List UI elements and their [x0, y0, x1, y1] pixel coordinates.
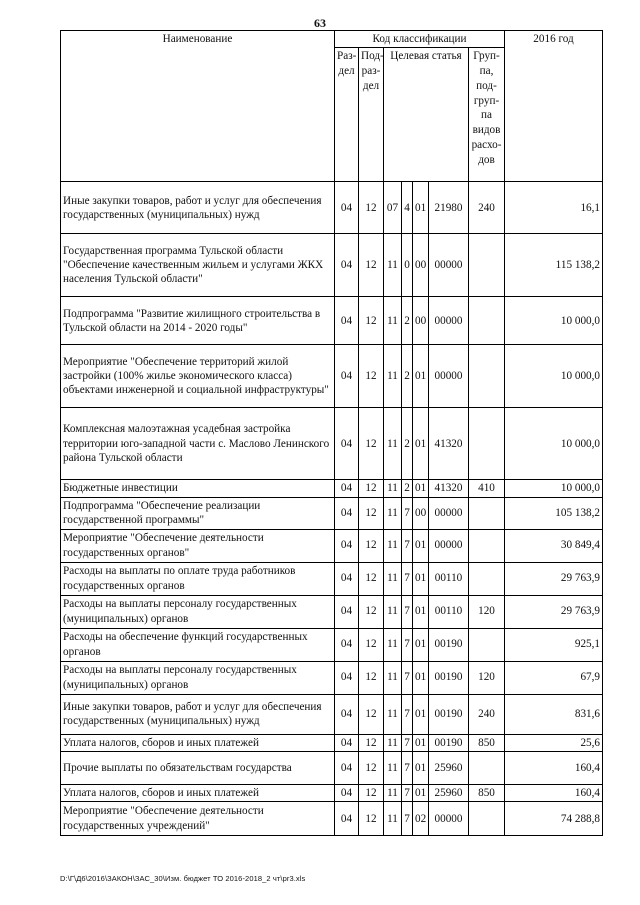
table-row	[61, 734, 603, 751]
row-target-activity: 01	[413, 628, 429, 661]
table-row	[61, 661, 603, 694]
row-target-activity: 01	[413, 529, 429, 562]
row-amount: 10 000,0	[505, 408, 603, 480]
row-target-subprogram: 7	[402, 562, 413, 595]
table-row	[61, 595, 603, 628]
row-amount: 160,4	[505, 751, 603, 784]
row-expense-group	[469, 628, 505, 661]
row-target-direction: 00110	[429, 595, 469, 628]
row-subsection: 12	[359, 661, 384, 694]
table-row	[61, 628, 603, 661]
row-target-program: 11	[384, 694, 402, 734]
row-subsection: 12	[359, 234, 384, 297]
row-amount: 115 138,2	[505, 234, 603, 297]
table-row	[61, 182, 603, 234]
table-row	[61, 234, 603, 297]
row-subsection: 12	[359, 408, 384, 480]
row-amount: 10 000,0	[505, 480, 603, 497]
row-target-subprogram: 7	[402, 529, 413, 562]
row-name: Расходы на выплаты персоналу государственных (муниципальных) органов	[61, 595, 335, 628]
row-name: Расходы на выплаты персоналу государственных (муниципальных) органов	[61, 661, 335, 694]
row-section: 04	[335, 802, 359, 836]
header-section: Раз- дел	[335, 48, 359, 182]
table-row	[61, 802, 603, 836]
row-subsection: 12	[359, 595, 384, 628]
row-subsection: 12	[359, 480, 384, 497]
row-section: 04	[335, 297, 359, 345]
row-name: Бюджетные инвестиции	[61, 480, 335, 497]
row-target-subprogram: 2	[402, 297, 413, 345]
row-expense-group	[469, 234, 505, 297]
row-target-program: 11	[384, 529, 402, 562]
row-target-direction: 00190	[429, 628, 469, 661]
row-section: 04	[335, 529, 359, 562]
budget-table	[60, 30, 603, 836]
row-section: 04	[335, 480, 359, 497]
row-expense-group	[469, 408, 505, 480]
row-expense-group	[469, 529, 505, 562]
row-section: 04	[335, 595, 359, 628]
row-name: Мероприятие "Обеспечение территорий жилой застройки (100% жилье экономического класса) объектами инженерной и социальной инфраструктуры"	[61, 345, 335, 408]
row-subsection: 12	[359, 497, 384, 529]
row-target-subprogram: 4	[402, 182, 413, 234]
row-target-subprogram: 7	[402, 802, 413, 836]
row-target-activity: 01	[413, 661, 429, 694]
row-expense-group	[469, 297, 505, 345]
row-target-subprogram: 7	[402, 784, 413, 801]
header-year: 2016 год	[505, 31, 603, 182]
row-target-direction: 00190	[429, 734, 469, 751]
row-target-program: 11	[384, 751, 402, 784]
row-subsection: 12	[359, 345, 384, 408]
page-number: 63	[314, 16, 326, 30]
row-section: 04	[335, 182, 359, 234]
row-amount: 30 849,4	[505, 529, 603, 562]
row-subsection: 12	[359, 784, 384, 801]
file-path-footer: D:\Г\Д6\2016\ЗАКОН\ЗАС_30\Изм. бюджет ТО 2016-2018_2 чт\pr3.xls	[60, 874, 306, 883]
row-expense-group	[469, 497, 505, 529]
table-body	[61, 182, 603, 836]
header-name: Наименование	[61, 31, 335, 182]
row-target-direction: 00000	[429, 234, 469, 297]
row-target-program: 11	[384, 562, 402, 595]
row-target-program: 11	[384, 345, 402, 408]
row-name: Подпрограмма "Обеспечение реализации государственной программы"	[61, 497, 335, 529]
row-amount: 16,1	[505, 182, 603, 234]
row-target-activity: 01	[413, 734, 429, 751]
row-section: 04	[335, 661, 359, 694]
row-target-direction: 00000	[429, 345, 469, 408]
table-row	[61, 480, 603, 497]
row-subsection: 12	[359, 182, 384, 234]
row-target-program: 11	[384, 802, 402, 836]
header-group: Груп- па, под- груп- па видов расхо- дов	[469, 48, 505, 182]
row-amount: 831,6	[505, 694, 603, 734]
row-target-subprogram: 2	[402, 480, 413, 497]
table-row	[61, 408, 603, 480]
row-name: Подпрограмма "Развитие жилищного строительства в Тульской области на 2014 - 2020 годы"	[61, 297, 335, 345]
row-expense-group: 240	[469, 694, 505, 734]
row-target-subprogram: 2	[402, 408, 413, 480]
row-name: Иные закупки товаров, работ и услуг для обеспечения государственных (муниципальных) нужд	[61, 694, 335, 734]
row-target-direction: 25960	[429, 784, 469, 801]
row-section: 04	[335, 234, 359, 297]
row-target-subprogram: 7	[402, 694, 413, 734]
row-target-program: 11	[384, 628, 402, 661]
row-subsection: 12	[359, 751, 384, 784]
row-name: Мероприятие "Обеспечение деятельности государственных учреждений"	[61, 802, 335, 836]
row-target-subprogram: 7	[402, 595, 413, 628]
row-section: 04	[335, 751, 359, 784]
row-target-subprogram: 7	[402, 628, 413, 661]
table-row	[61, 297, 603, 345]
table-row	[61, 694, 603, 734]
row-target-activity: 01	[413, 562, 429, 595]
row-target-program: 11	[384, 784, 402, 801]
row-amount: 29 763,9	[505, 562, 603, 595]
row-name: Уплата налогов, сборов и иных платежей	[61, 734, 335, 751]
row-amount: 74 288,8	[505, 802, 603, 836]
row-target-direction: 00000	[429, 529, 469, 562]
row-expense-group: 240	[469, 182, 505, 234]
row-target-program: 11	[384, 408, 402, 480]
row-target-activity: 01	[413, 784, 429, 801]
table-row	[61, 529, 603, 562]
row-target-direction: 25960	[429, 751, 469, 784]
row-target-direction: 00190	[429, 694, 469, 734]
row-expense-group: 850	[469, 784, 505, 801]
row-target-activity: 02	[413, 802, 429, 836]
row-expense-group	[469, 751, 505, 784]
row-target-direction: 41320	[429, 408, 469, 480]
row-expense-group: 410	[469, 480, 505, 497]
row-subsection: 12	[359, 734, 384, 751]
row-expense-group: 850	[469, 734, 505, 751]
row-name: Государственная программа Тульской области "Обеспечение качественным жильем и услугами ЖКХ населения Тульской области"	[61, 234, 335, 297]
row-target-program: 11	[384, 661, 402, 694]
row-target-direction: 41320	[429, 480, 469, 497]
header-code: Код классификации	[335, 31, 505, 48]
row-target-direction: 00000	[429, 802, 469, 836]
row-amount: 160,4	[505, 784, 603, 801]
row-target-activity: 01	[413, 595, 429, 628]
table-row	[61, 345, 603, 408]
row-target-program: 11	[384, 297, 402, 345]
row-expense-group	[469, 345, 505, 408]
row-target-activity: 01	[413, 408, 429, 480]
row-target-activity: 01	[413, 480, 429, 497]
row-target-direction: 00000	[429, 497, 469, 529]
header-target: Целевая статья	[384, 48, 469, 182]
row-subsection: 12	[359, 802, 384, 836]
row-target-subprogram: 2	[402, 345, 413, 408]
row-section: 04	[335, 784, 359, 801]
row-target-program: 11	[384, 234, 402, 297]
row-target-subprogram: 7	[402, 751, 413, 784]
row-target-activity: 00	[413, 297, 429, 345]
row-name: Уплата налогов, сборов и иных платежей	[61, 784, 335, 801]
row-subsection: 12	[359, 562, 384, 595]
row-amount: 10 000,0	[505, 297, 603, 345]
row-target-program: 11	[384, 595, 402, 628]
header-subsection: Под- раз- дел	[359, 48, 384, 182]
table-row	[61, 497, 603, 529]
row-target-direction: 00190	[429, 661, 469, 694]
row-target-direction: 00110	[429, 562, 469, 595]
row-section: 04	[335, 408, 359, 480]
row-name: Расходы на обеспечение функций государственных органов	[61, 628, 335, 661]
row-expense-group	[469, 802, 505, 836]
row-expense-group	[469, 562, 505, 595]
row-target-subprogram: 0	[402, 234, 413, 297]
row-target-subprogram: 7	[402, 734, 413, 751]
row-name: Прочие выплаты по обязательствам государства	[61, 751, 335, 784]
row-target-activity: 00	[413, 234, 429, 297]
row-target-activity: 01	[413, 182, 429, 234]
table-row	[61, 751, 603, 784]
row-target-activity: 01	[413, 751, 429, 784]
row-section: 04	[335, 562, 359, 595]
row-name: Мероприятие "Обеспечение деятельности государственных органов"	[61, 529, 335, 562]
row-target-program: 07	[384, 182, 402, 234]
row-amount: 29 763,9	[505, 595, 603, 628]
row-amount: 10 000,0	[505, 345, 603, 408]
row-section: 04	[335, 694, 359, 734]
row-amount: 925,1	[505, 628, 603, 661]
table-row	[61, 784, 603, 801]
row-section: 04	[335, 345, 359, 408]
row-amount: 67,9	[505, 661, 603, 694]
row-target-program: 11	[384, 497, 402, 529]
row-target-activity: 00	[413, 497, 429, 529]
row-expense-group: 120	[469, 661, 505, 694]
row-name: Иные закупки товаров, работ и услуг для обеспечения государственных (муниципальных) нужд	[61, 182, 335, 234]
row-section: 04	[335, 734, 359, 751]
row-subsection: 12	[359, 628, 384, 661]
row-subsection: 12	[359, 694, 384, 734]
row-amount: 25,6	[505, 734, 603, 751]
table-row	[61, 562, 603, 595]
row-target-activity: 01	[413, 345, 429, 408]
row-target-subprogram: 7	[402, 497, 413, 529]
row-name: Комплексная малоэтажная усадебная застройка территории юго-западной части с. Маслово Ленинского района Тульской области	[61, 408, 335, 480]
row-target-program: 11	[384, 480, 402, 497]
row-section: 04	[335, 497, 359, 529]
row-subsection: 12	[359, 297, 384, 345]
row-amount: 105 138,2	[505, 497, 603, 529]
row-section: 04	[335, 628, 359, 661]
row-target-direction: 00000	[429, 297, 469, 345]
row-target-program: 11	[384, 734, 402, 751]
row-subsection: 12	[359, 529, 384, 562]
row-expense-group: 120	[469, 595, 505, 628]
row-name: Расходы на выплаты по оплате труда работников государственных органов	[61, 562, 335, 595]
row-target-direction: 21980	[429, 182, 469, 234]
row-target-subprogram: 7	[402, 661, 413, 694]
row-target-activity: 01	[413, 694, 429, 734]
